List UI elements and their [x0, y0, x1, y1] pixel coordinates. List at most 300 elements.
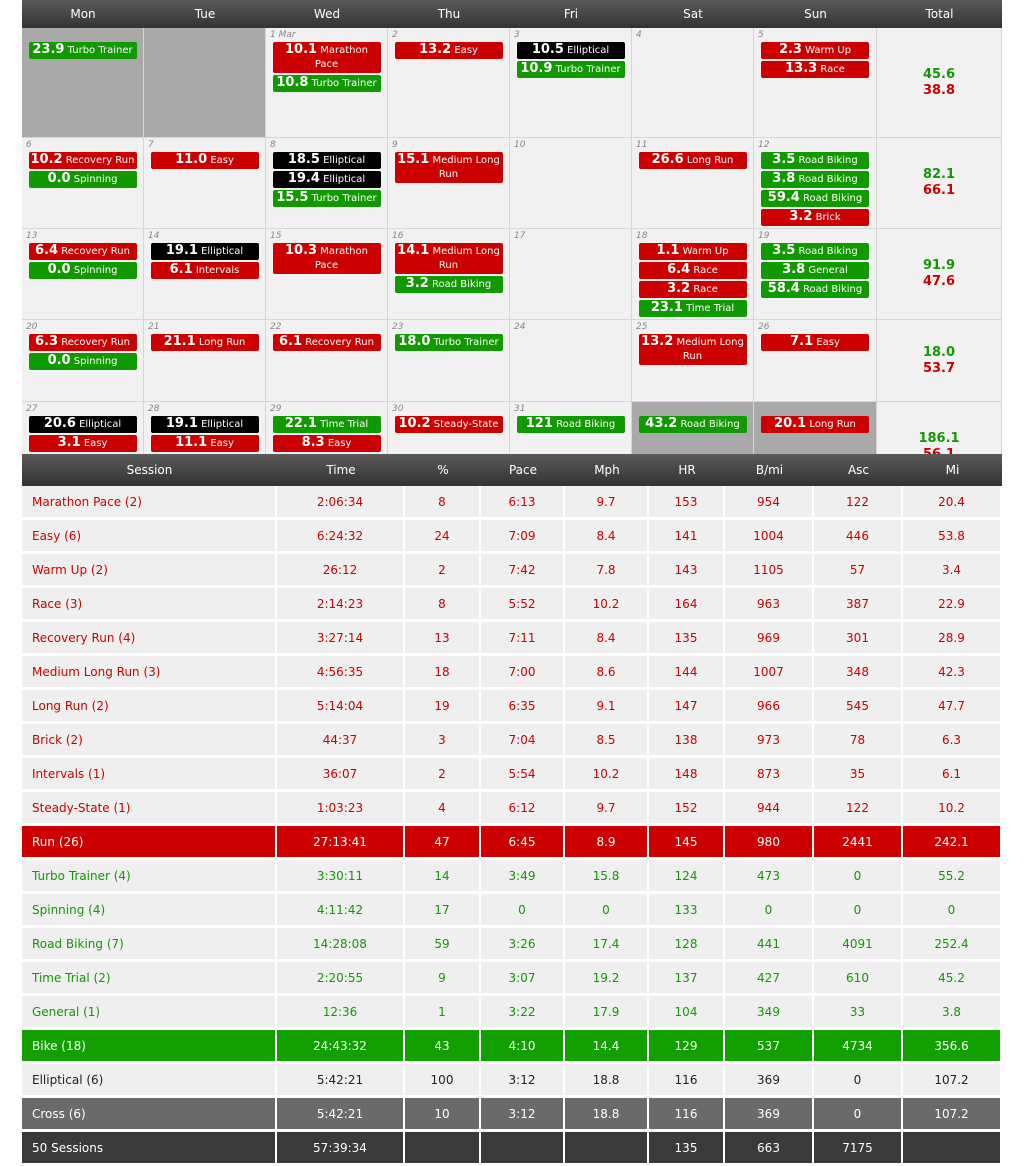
workout-distance: 11.0	[175, 152, 208, 167]
workout-entry[interactable]	[761, 243, 869, 260]
summary-value-cell: 944	[725, 792, 814, 826]
workout-distance: 3.2	[405, 276, 429, 291]
calendar-day-cell[interactable]	[388, 28, 510, 138]
summary-row[interactable]	[22, 1064, 1002, 1098]
workout-entry[interactable]	[761, 42, 869, 59]
workout-entry[interactable]	[29, 42, 137, 59]
workout-entry[interactable]	[273, 75, 381, 92]
workout-distance: 23.1	[650, 300, 683, 315]
day-entries	[144, 402, 265, 452]
summary-value-cell: 137	[649, 962, 725, 996]
day-entries	[754, 229, 876, 298]
workout-type: Road Biking	[798, 246, 858, 257]
workout-type: Road Biking	[556, 419, 616, 430]
summary-value-cell: 129	[649, 1030, 725, 1064]
day-number: 8	[270, 140, 276, 150]
day-entries	[754, 402, 876, 433]
week-bike-total: 186.1	[918, 431, 960, 446]
workout-entry[interactable]	[273, 243, 381, 274]
workout-distance: 0.0	[47, 353, 71, 368]
summary-row[interactable]	[22, 554, 1002, 588]
workout-type: Easy	[83, 438, 108, 449]
day-number: 4	[636, 30, 642, 40]
calendar-day-cell[interactable]	[388, 138, 510, 229]
day-number: 11	[636, 140, 648, 150]
day-number: 19	[758, 231, 770, 241]
summary-value-cell: 537	[725, 1030, 814, 1064]
workout-distance: 2.3	[778, 42, 802, 57]
week-bike-total: 91.9	[922, 258, 956, 273]
day-number: 10	[514, 140, 526, 150]
workout-distance: 13.2	[641, 334, 674, 349]
day-entries	[22, 320, 143, 370]
summary-value-cell: 2:14:23	[277, 588, 405, 622]
summary-value-cell: 14:28:08	[277, 928, 405, 962]
summary-value-cell: 2	[405, 758, 481, 792]
workout-distance: 26.6	[651, 152, 684, 167]
summary-value-cell: 145	[649, 826, 725, 860]
calendar-day-cell[interactable]	[144, 28, 266, 138]
session-name-cell: Road Biking (7)	[22, 928, 277, 962]
summary-row[interactable]	[22, 520, 1002, 554]
summary-value-cell: 59	[405, 928, 481, 962]
summary-row[interactable]	[22, 724, 1002, 758]
summary-value-cell: 610	[814, 962, 903, 996]
summary-value-cell: 8.4	[565, 520, 649, 554]
day-entries	[510, 138, 631, 152]
workout-type: Marathon Pace	[314, 246, 368, 271]
summary-value-cell: 1	[405, 996, 481, 1030]
summary-row[interactable]	[22, 622, 1002, 656]
day-number: 16	[392, 231, 404, 241]
workout-entry[interactable]	[29, 435, 137, 452]
week-total-cell	[877, 229, 1002, 320]
day-number: 12	[758, 140, 770, 150]
calendar-day-cell[interactable]	[22, 229, 144, 320]
session-name-cell: Marathon Pace (2)	[22, 486, 277, 520]
workout-distance: 10.2	[398, 416, 431, 431]
calendar-week-row	[22, 28, 1002, 138]
summary-value-cell: 10.2	[565, 588, 649, 622]
workout-entry[interactable]	[151, 243, 259, 260]
workout-entry[interactable]	[761, 334, 869, 351]
summary-value-cell: 441	[725, 928, 814, 962]
workout-entry[interactable]	[761, 262, 869, 279]
summary-value-cell: 141	[649, 520, 725, 554]
workout-distance: 19.1	[165, 243, 198, 258]
workout-distance: 3.2	[667, 281, 691, 296]
workout-distance: 6.1	[169, 262, 193, 277]
calendar-day-cell[interactable]	[22, 320, 144, 402]
workout-entry[interactable]	[29, 416, 137, 433]
week-total-cell	[877, 28, 1002, 138]
workout-entry[interactable]	[395, 243, 503, 274]
summary-value-cell: 7:09	[481, 520, 565, 554]
summary-value-cell: 7:42	[481, 554, 565, 588]
workout-distance: 13.2	[419, 42, 452, 57]
summary-value-cell: 53.8	[903, 520, 1002, 554]
workout-entry[interactable]	[761, 416, 869, 433]
summary-value-cell: 8	[405, 486, 481, 520]
workout-distance: 3.1	[57, 435, 81, 450]
workout-entry[interactable]	[273, 190, 381, 207]
summary-value-cell: 966	[725, 690, 814, 724]
summary-col-header[interactable]: B/mi	[725, 454, 814, 486]
workout-type: Turbo Trainer	[555, 64, 621, 75]
summary-row[interactable]	[22, 486, 1002, 520]
calendar-day-cell[interactable]	[510, 229, 632, 320]
workout-type: Turbo Trainer	[67, 45, 133, 56]
workout-type: Medium Long Run	[676, 337, 744, 362]
calendar-day-cell[interactable]	[754, 229, 877, 320]
workout-distance: 19.4	[287, 171, 320, 186]
summary-value-cell: 47	[405, 826, 481, 860]
calendar-day-cell[interactable]	[632, 138, 754, 229]
day-number: 31	[514, 404, 526, 414]
day-entries	[144, 320, 265, 351]
summary-value-cell: 135	[649, 1132, 725, 1166]
day-entries	[632, 229, 753, 317]
workout-distance: 6.1	[279, 334, 303, 349]
workout-entry[interactable]	[639, 262, 747, 279]
workout-type: Road Biking	[803, 193, 863, 204]
summary-total-row[interactable]	[22, 1098, 1002, 1132]
summary-total-row[interactable]	[22, 1132, 1002, 1166]
day-header-wed: Wed	[266, 0, 388, 28]
workout-entry[interactable]	[395, 42, 503, 59]
summary-value-cell: 349	[725, 996, 814, 1030]
day-header-total: Total	[877, 0, 1002, 28]
day-entries	[22, 28, 143, 59]
workout-type: General	[808, 265, 848, 276]
summary-value-cell: 6:12	[481, 792, 565, 826]
workout-entry[interactable]	[29, 243, 137, 260]
summary-value-cell: 153	[649, 486, 725, 520]
day-entries	[754, 138, 876, 226]
summary-row[interactable]	[22, 656, 1002, 690]
calendar-day-cell[interactable]	[144, 320, 266, 402]
workout-entry[interactable]	[761, 61, 869, 78]
summary-value-cell: 0	[814, 1098, 903, 1132]
workout-distance: 3.2	[789, 209, 813, 224]
summary-col-header[interactable]: Mi	[903, 454, 1002, 486]
workout-distance: 11.1	[175, 435, 208, 450]
summary-value-cell: 19	[405, 690, 481, 724]
session-name-cell: General (1)	[22, 996, 277, 1030]
workout-type: Long Run	[686, 155, 734, 166]
workout-type: Recovery Run	[61, 337, 130, 348]
summary-value-cell: 6:13	[481, 486, 565, 520]
summary-value-cell: 1007	[725, 656, 814, 690]
summary-row[interactable]	[22, 792, 1002, 826]
summary-value-cell: 5:42:21	[277, 1064, 405, 1098]
week-run-total: 38.8	[922, 82, 956, 98]
calendar-day-cell[interactable]	[510, 320, 632, 402]
summary-value-cell: 144	[649, 656, 725, 690]
workout-distance: 3.5	[772, 152, 796, 167]
day-entries	[22, 229, 143, 279]
workout-entry[interactable]	[273, 334, 381, 351]
workout-entry[interactable]	[639, 300, 747, 317]
day-entries	[388, 138, 509, 183]
summary-value-cell: 7:00	[481, 656, 565, 690]
summary-value-cell: 7:04	[481, 724, 565, 758]
workout-type: Road Biking	[680, 419, 740, 430]
summary-row[interactable]	[22, 928, 1002, 962]
workout-entry[interactable]	[517, 416, 625, 433]
calendar-day-cell[interactable]	[754, 138, 877, 229]
workout-distance: 6.3	[35, 334, 59, 349]
summary-value-cell: 122	[814, 486, 903, 520]
workout-entry[interactable]	[29, 152, 137, 169]
session-name-cell: Brick (2)	[22, 724, 277, 758]
summary-value-cell: 0	[814, 894, 903, 928]
calendar-day-cell[interactable]	[266, 320, 388, 402]
workout-type: Spinning	[73, 265, 118, 276]
workout-entry[interactable]	[761, 190, 869, 207]
day-header-sun: Sun	[754, 0, 877, 28]
workout-entry[interactable]	[151, 334, 259, 351]
summary-value-cell: 8.5	[565, 724, 649, 758]
calendar-day-cell[interactable]	[754, 320, 877, 402]
summary-value-cell: 3.4	[903, 554, 1002, 588]
workout-entry[interactable]	[395, 334, 503, 351]
workout-type: Long Run	[198, 337, 246, 348]
summary-value-cell: 1105	[725, 554, 814, 588]
summary-value-cell: 3.8	[903, 996, 1002, 1030]
workout-entry[interactable]	[761, 209, 869, 226]
day-number: 26	[758, 322, 770, 332]
workout-distance: 10.2	[30, 152, 63, 167]
workout-entry[interactable]	[273, 42, 381, 73]
training-calendar	[22, 0, 1002, 493]
workout-distance: 1.1	[656, 243, 680, 258]
session-name-cell: Warm Up (2)	[22, 554, 277, 588]
workout-distance: 15.5	[276, 190, 309, 205]
session-name-cell: Turbo Trainer (4)	[22, 860, 277, 894]
workout-distance: 0.0	[47, 262, 71, 277]
summary-value-cell: 3:12	[481, 1064, 565, 1098]
calendar-day-cell[interactable]	[510, 138, 632, 229]
week-run-total: 47.6	[922, 274, 956, 289]
workout-entry[interactable]	[395, 276, 503, 293]
summary-value-cell: 4:10	[481, 1030, 565, 1064]
summary-row[interactable]	[22, 996, 1002, 1030]
day-number: 14	[148, 231, 160, 241]
summary-value-cell: 116	[649, 1064, 725, 1098]
summary-value-cell: 47.7	[903, 690, 1002, 724]
workout-entry[interactable]	[639, 243, 747, 260]
workout-entry[interactable]	[639, 152, 747, 169]
calendar-day-cell[interactable]	[632, 320, 754, 402]
day-entries	[388, 229, 509, 293]
workout-distance: 22.1	[284, 416, 317, 431]
summary-value-cell: 135	[649, 622, 725, 656]
day-number: 7	[148, 140, 154, 150]
workout-entry[interactable]	[761, 152, 869, 169]
week-total-cell	[877, 320, 1002, 402]
summary-value-cell: 427	[725, 962, 814, 996]
summary-col-header[interactable]: %	[405, 454, 481, 486]
day-entries	[266, 320, 387, 351]
summary-value-cell: 28.9	[903, 622, 1002, 656]
summary-value-cell: 18	[405, 656, 481, 690]
summary-value-cell: 124	[649, 860, 725, 894]
summary-value-cell: 973	[725, 724, 814, 758]
day-number: 21	[148, 322, 160, 332]
day-entries	[144, 28, 265, 42]
summary-col-header[interactable]: Mph	[565, 454, 649, 486]
calendar-day-cell[interactable]	[632, 229, 754, 320]
calendar-day-cell[interactable]	[266, 28, 388, 138]
workout-entry[interactable]	[395, 416, 503, 433]
calendar-day-cell[interactable]	[266, 138, 388, 229]
summary-value-cell: 5:54	[481, 758, 565, 792]
summary-col-header[interactable]: Asc	[814, 454, 903, 486]
summary-value-cell: 6:45	[481, 826, 565, 860]
summary-value-cell: 0	[725, 894, 814, 928]
summary-row[interactable]	[22, 690, 1002, 724]
summary-value-cell: 6.1	[903, 758, 1002, 792]
workout-type: Road Biking	[803, 284, 863, 295]
summary-value-cell: 19.2	[565, 962, 649, 996]
summary-value-cell: 8.9	[565, 826, 649, 860]
workout-distance: 10.3	[285, 243, 318, 258]
calendar-day-cell[interactable]	[22, 28, 144, 138]
summary-value-cell: 3:27:14	[277, 622, 405, 656]
workout-type: Easy	[327, 438, 352, 449]
summary-value-cell: 24	[405, 520, 481, 554]
summary-value-cell: 6:24:32	[277, 520, 405, 554]
session-name-cell: Run (26)	[22, 826, 277, 860]
summary-value-cell: 9	[405, 962, 481, 996]
workout-distance: 6.4	[667, 262, 691, 277]
summary-value-cell: 2:20:55	[277, 962, 405, 996]
day-entries	[388, 402, 509, 433]
workout-entry[interactable]	[151, 416, 259, 433]
workout-entry[interactable]	[29, 171, 137, 188]
summary-row[interactable]	[22, 758, 1002, 792]
summary-value-cell: 57:39:34	[277, 1132, 405, 1166]
workout-entry[interactable]	[151, 152, 259, 169]
summary-value-cell: 252.4	[903, 928, 1002, 962]
workout-entry[interactable]	[639, 334, 747, 365]
summary-value-cell: 6:35	[481, 690, 565, 724]
summary-col-header[interactable]: Time	[277, 454, 405, 486]
calendar-day-cell[interactable]	[754, 28, 877, 138]
calendar-day-cell[interactable]	[388, 229, 510, 320]
summary-total-row[interactable]	[22, 826, 1002, 860]
summary-value-cell: 0	[481, 894, 565, 928]
summary-row[interactable]	[22, 860, 1002, 894]
workout-entry[interactable]	[273, 171, 381, 188]
summary-value-cell: 2:06:34	[277, 486, 405, 520]
summary-value-cell: 387	[814, 588, 903, 622]
workout-distance: 19.1	[165, 416, 198, 431]
summary-value-cell: 100	[405, 1064, 481, 1098]
summary-value-cell: 17.9	[565, 996, 649, 1030]
summary-row[interactable]	[22, 588, 1002, 622]
workout-type: Medium Long Run	[432, 246, 500, 271]
workout-entry[interactable]	[273, 152, 381, 169]
workout-entry[interactable]	[639, 416, 747, 433]
day-number: 23	[392, 322, 404, 332]
summary-value-cell: 17.4	[565, 928, 649, 962]
calendar-day-cell[interactable]	[632, 28, 754, 138]
workout-entry[interactable]	[151, 435, 259, 452]
summary-value-cell: 9.1	[565, 690, 649, 724]
week-bike-total: 18.0	[922, 344, 956, 360]
workout-entry[interactable]	[761, 171, 869, 188]
summary-col-header[interactable]: Session	[22, 454, 277, 486]
summary-value-cell: 14	[405, 860, 481, 894]
summary-value-cell: 107.2	[903, 1064, 1002, 1098]
workout-type: Recovery Run	[305, 337, 374, 348]
workout-distance: 3.8	[782, 262, 806, 277]
workout-distance: 59.4	[767, 190, 800, 205]
summary-row[interactable]	[22, 894, 1002, 928]
session-name-cell: Bike (18)	[22, 1030, 277, 1064]
workout-entry[interactable]	[273, 435, 381, 452]
calendar-day-cell[interactable]	[388, 320, 510, 402]
calendar-day-cell[interactable]	[144, 138, 266, 229]
workout-distance: 3.5	[772, 243, 796, 258]
workout-entry[interactable]	[29, 353, 137, 370]
summary-value-cell: 36:07	[277, 758, 405, 792]
summary-row[interactable]	[22, 962, 1002, 996]
workout-entry[interactable]	[639, 281, 747, 298]
summary-value-cell: 663	[725, 1132, 814, 1166]
calendar-day-cell[interactable]	[144, 229, 266, 320]
workout-distance: 10.1	[285, 42, 318, 57]
summary-value-cell: 0	[814, 1064, 903, 1098]
workout-distance: 0.0	[47, 171, 71, 186]
workout-entry[interactable]	[273, 416, 381, 433]
session-name-cell: Easy (6)	[22, 520, 277, 554]
workout-entry[interactable]	[517, 61, 625, 78]
summary-value-cell: 4	[405, 792, 481, 826]
workout-entry[interactable]	[761, 281, 869, 298]
day-number: 13	[26, 231, 38, 241]
summary-col-header[interactable]: Pace	[481, 454, 565, 486]
summary-value-cell: 116	[649, 1098, 725, 1132]
summary-value-cell: 13	[405, 622, 481, 656]
workout-entry[interactable]	[29, 262, 137, 279]
workout-entry[interactable]	[29, 334, 137, 351]
summary-value-cell: 3:07	[481, 962, 565, 996]
calendar-day-cell[interactable]	[510, 28, 632, 138]
day-header-mon: Mon	[22, 0, 144, 28]
summary-col-header[interactable]: HR	[649, 454, 725, 486]
summary-value-cell: 2441	[814, 826, 903, 860]
summary-value-cell: 18.8	[565, 1064, 649, 1098]
day-number: 24	[514, 322, 526, 332]
workout-distance: 15.1	[397, 152, 430, 167]
summary-value-cell: 7.8	[565, 554, 649, 588]
workout-entry[interactable]	[395, 152, 503, 183]
summary-value-cell: 369	[725, 1098, 814, 1132]
calendar-day-cell[interactable]	[266, 229, 388, 320]
calendar-day-cell[interactable]	[22, 138, 144, 229]
summary-value-cell: 18.8	[565, 1098, 649, 1132]
week-run-total: 66.1	[922, 183, 956, 198]
workout-entry[interactable]	[151, 262, 259, 279]
summary-value-cell: 545	[814, 690, 903, 724]
workout-entry[interactable]	[517, 42, 625, 59]
summary-value-cell: 8	[405, 588, 481, 622]
summary-total-row[interactable]	[22, 1030, 1002, 1064]
session-name-cell: Race (3)	[22, 588, 277, 622]
